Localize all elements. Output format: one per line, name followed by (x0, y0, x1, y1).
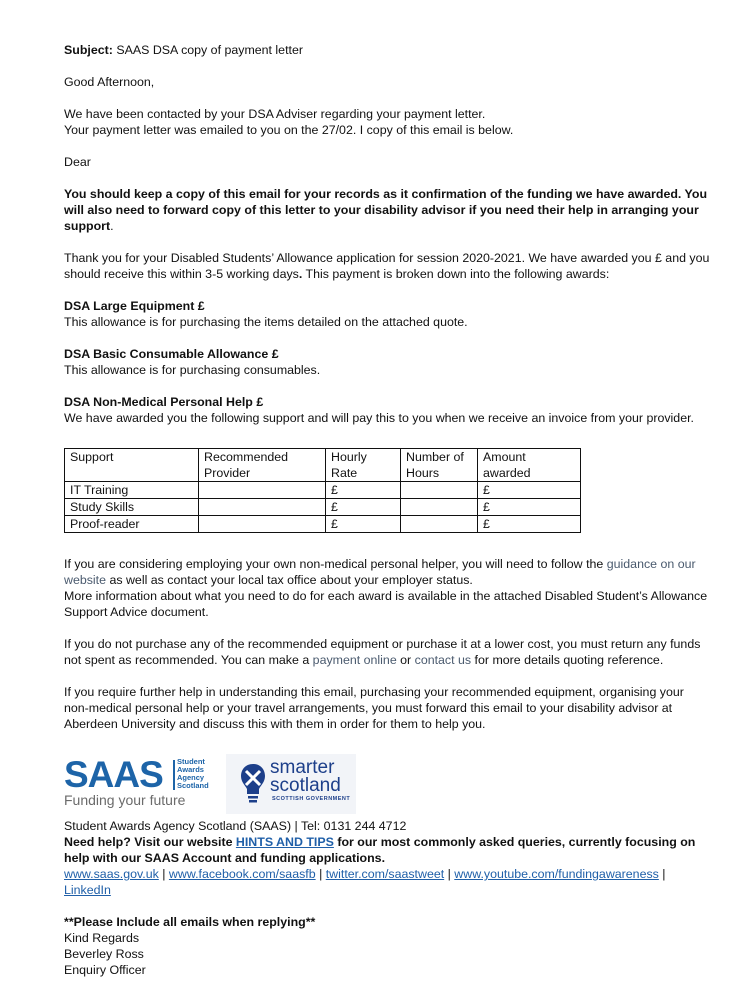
saas-logo-word: SAAS (64, 754, 163, 795)
greeting: Good Afternoon, (64, 75, 155, 89)
own-helper-part-2: as well as contact your local tax office about your employer status. (106, 573, 473, 587)
link-separator: | (158, 867, 169, 881)
basic-consumable-text: This allowance is for purchasing consumables. (64, 363, 321, 377)
large-equipment-heading (64, 298, 710, 314)
help-part-1: Need help? Visit our website (64, 835, 236, 849)
link-separator: | (315, 867, 326, 881)
table-cell (199, 499, 326, 516)
table-header-row (65, 449, 581, 482)
link-separator: | (658, 867, 666, 881)
smarter-scotland-line-2: scotland (270, 775, 341, 796)
further-help-paragraph: If you require further help in understanding this email, purchasing your recommended equipment, organising your non-medical personal help or your travel arrangements, you must forward this email to your disability advisor at Aberdeen University and discuss this with them in order for them to help you. (64, 685, 684, 731)
help-paragraph (64, 834, 710, 866)
own-helper-paragraph (64, 556, 710, 588)
subject-label: Subject: (64, 43, 113, 57)
subject-line (64, 42, 710, 58)
thanks-dot: . (298, 267, 303, 281)
table-cell (401, 516, 478, 533)
large-equipment-heading-text: DSA Large Equipment £ (64, 299, 205, 313)
thanks-part-1: Thank you for your Disabled Students’ Allowance application for session 2020-2021. We have awarded you £ and you should receive this within 3-5 working days (64, 251, 710, 281)
intro-line-1: We have been contacted by your DSA Adviser regarding your payment letter. (64, 107, 486, 121)
thanks-paragraph (64, 250, 710, 282)
saas-logo-tagline: Funding your future (64, 792, 186, 808)
saas-logo-side-line: Awards (177, 765, 204, 774)
help-part-2: for our most commonly asked queries, currently focusing on help with our SAAS Account and funding applications. (64, 835, 696, 865)
lightbulb-saltire-icon (240, 762, 266, 804)
saas-website-link[interactable]: www.saas.gov.uk (64, 867, 159, 881)
table-cell (401, 499, 478, 516)
table-cell (199, 516, 326, 533)
no-purchase-part-1: If you do not purchase any of the recommended equipment or purchase it at a lower cost, you must return any funds not spent as recommended. You can make a (64, 637, 701, 667)
no-purchase-part-2: for more details quoting reference. (471, 653, 664, 667)
table-cell (199, 482, 326, 499)
social-links (64, 866, 710, 898)
table-row (65, 516, 581, 533)
scottish-government-label: SCOTTISH GOVERNMENT (272, 796, 351, 802)
no-purchase-or: or (396, 653, 415, 667)
basic-consumable-heading-text: DSA Basic Consumable Allowance £ (64, 347, 279, 361)
basic-consumable-heading (64, 346, 710, 362)
nmph-heading-text: DSA Non-Medical Personal Help £ (64, 395, 264, 409)
header-hourly-rate: Hourly Rate (326, 449, 401, 482)
signature-logos (64, 754, 710, 818)
link-separator: | (444, 867, 455, 881)
saas-logo-side-text (177, 758, 223, 790)
large-equipment-text: This allowance is for purchasing the items detailed on the attached quote. (64, 315, 468, 329)
no-purchase-paragraph (64, 636, 710, 668)
table-cell (401, 482, 478, 499)
header-support: Support (65, 449, 199, 482)
table-cell: £ (478, 482, 581, 499)
org-contact-line: Student Awards Agency Scotland (SAAS) | Tel: 0131 244 4712 (64, 819, 407, 833)
saas-logo-divider (173, 760, 175, 790)
sender-title: Enquiry Officer (64, 963, 146, 977)
table-cell: £ (326, 499, 401, 516)
header-number-of-hours: Number of Hours (401, 449, 478, 482)
nmph-text: We have awarded you the following support and will pay this to you when we receive an invoice from your provider. (64, 411, 694, 425)
saas-logo-side-line: Agency (177, 773, 205, 782)
table-cell: IT Training (65, 482, 199, 499)
intro-line-2: Your payment letter was emailed to you on the 27/02. I copy of this email is below. (64, 123, 514, 137)
include-emails-text: **Please Include all emails when replying** (64, 915, 316, 929)
table-cell: Study Skills (65, 499, 199, 516)
youtube-link[interactable]: www.youtube.com/fundingawareness (454, 867, 659, 881)
facebook-link[interactable]: www.facebook.com/saasfb (168, 867, 316, 881)
include-emails-notice (64, 914, 710, 930)
hints-and-tips-link[interactable]: HINTS AND TIPS (235, 835, 334, 849)
keep-copy-notice (64, 186, 710, 234)
more-info-paragraph: More information about what you need to do for each award is available in the attached Disabled Student’s Allowance Support Advice document. (64, 589, 708, 619)
thanks-part-2: This payment is broken down into the following awards: (302, 267, 610, 281)
saas-logo-side-line: Student (177, 757, 205, 766)
header-amount-awarded: Amount awarded (478, 449, 581, 482)
twitter-link[interactable]: twitter.com/saastweet (325, 867, 445, 881)
payment-online-link[interactable]: payment online (312, 653, 397, 667)
smarter-scotland-logo (226, 754, 356, 814)
keep-copy-end: . (110, 219, 114, 233)
linkedin-link[interactable]: LinkedIn (64, 883, 111, 897)
table-cell: Proof-reader (65, 516, 199, 533)
saas-logo-side-line: Scotland (177, 781, 209, 790)
keep-copy-bold: You should keep a copy of this email for your records as it confirmation of the funding we have awarded. You will also need to forward copy of this letter to your disability advisor if you need their help in arranging your support (64, 187, 708, 233)
table-cell: £ (326, 482, 401, 499)
salutation: Dear (64, 155, 91, 169)
table-cell: £ (478, 499, 581, 516)
kind-regards: Kind Regards (64, 931, 140, 945)
table-row (65, 499, 581, 516)
table-row (65, 482, 581, 499)
smarter-scotland-line-1: smarter (270, 757, 335, 778)
own-helper-part-1: If you are considering employing your own non-medical personal helper, you will need to follow the (64, 557, 607, 571)
nmph-heading (64, 394, 710, 410)
saas-logo (64, 754, 224, 812)
subject-text: SAAS DSA copy of payment letter (112, 43, 303, 57)
table-cell: £ (326, 516, 401, 533)
table-cell: £ (478, 516, 581, 533)
guidance-link[interactable]: guidance on our website (64, 557, 696, 587)
contact-us-link[interactable]: contact us (414, 653, 472, 667)
sender-name: Beverley Ross (64, 947, 144, 961)
header-recommended-provider: Recommended Provider (199, 449, 326, 482)
awards-table (64, 448, 581, 533)
